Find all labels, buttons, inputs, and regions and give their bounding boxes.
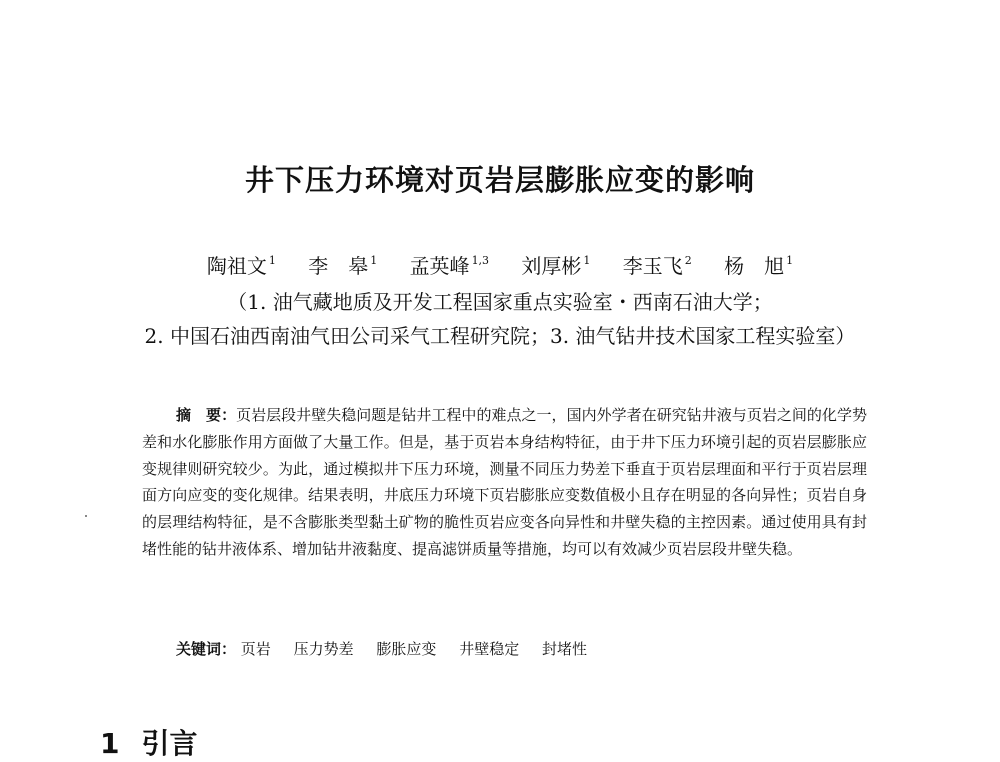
author-name: 杨 旭 bbox=[724, 254, 785, 278]
author bbox=[410, 250, 490, 279]
author-affiliation-mark: 1,3 bbox=[471, 254, 490, 267]
author-affiliation-mark: 1 bbox=[583, 254, 591, 267]
author bbox=[207, 250, 276, 279]
author-name: 刘厚彬 bbox=[521, 254, 582, 278]
keywords bbox=[176, 638, 605, 659]
abstract-text: 页岩层段井壁失稳问题是钻井工程中的难点之一，国内外学者在研究钻井液与页岩之间的化学势差和水化膨胀作用方面做了大量工作。但是，基于页岩本身结构特征，由于井下压力环境引起的页岩层膨胀应变规律则研究较少。为此，通过模拟井下压力环境，测量不同压力势差下垂直于页岩层理面和平行于页岩层理面方向应变的变化规律。结果表明，井底压力环境下页岩膨胀应变数值极小且存在明显的各向异性；页岩自身的层理结构特征，是不含膨胀类型黏土矿物的脆性页岩应变各向异性和井壁失稳的主控因素。通过使用具有封堵性能的钻井液体系、增加钻井液黏度、提高滤饼质量等措施，均可以有效减少页岩层段井壁失稳。 bbox=[142, 406, 867, 558]
author-affiliation-mark: 1 bbox=[268, 254, 276, 267]
author bbox=[521, 250, 590, 279]
author-affiliation-mark: 1 bbox=[370, 254, 378, 267]
keyword: 井壁稳定 bbox=[459, 640, 520, 658]
paper-title: 井下压力环境对页岩层膨胀应变的影响 bbox=[244, 163, 755, 197]
abstract-label: 摘 要： bbox=[176, 406, 237, 424]
keyword: 页岩 bbox=[240, 640, 271, 658]
abstract bbox=[142, 402, 867, 563]
scan-speck bbox=[85, 515, 87, 517]
author bbox=[724, 250, 793, 279]
author-name: 陶祖文 bbox=[206, 254, 267, 278]
author-name: 李 皋 bbox=[308, 254, 369, 278]
section-heading bbox=[100, 722, 198, 762]
keyword: 封堵性 bbox=[541, 640, 587, 658]
author-name: 李玉飞 bbox=[622, 254, 683, 278]
author-affiliation-mark: 1 bbox=[786, 254, 794, 267]
keyword: 压力势差 bbox=[293, 640, 354, 658]
section-title: 引言 bbox=[141, 727, 198, 760]
author-list bbox=[0, 250, 1000, 279]
section-number: 1 bbox=[100, 727, 120, 760]
author bbox=[308, 250, 377, 279]
author-name: 孟英峰 bbox=[409, 254, 470, 278]
keyword: 膨胀应变 bbox=[376, 640, 437, 658]
keywords-label: 关键词： bbox=[176, 640, 237, 658]
author bbox=[623, 250, 692, 279]
affiliation-line-1: （1. 油气藏地质及开发工程国家重点实验室・西南石油大学； bbox=[227, 290, 773, 314]
author-affiliation-mark: 2 bbox=[684, 254, 692, 267]
affiliation-line-2: 2. 中国石油西南油气田公司采气工程研究院；3. 油气钻井技术国家工程实验室） bbox=[144, 324, 856, 348]
